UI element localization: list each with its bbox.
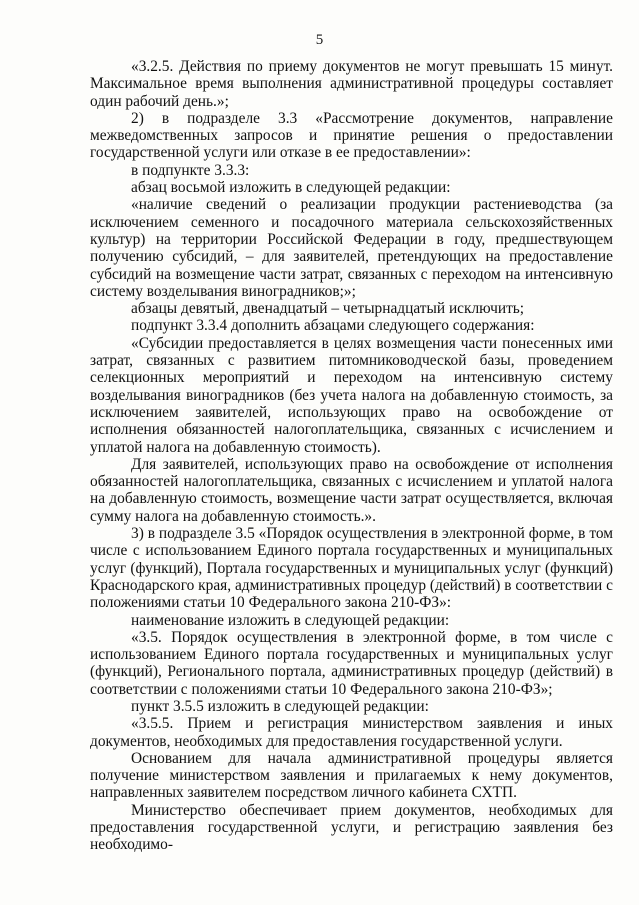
paragraph-item-3-5-5: пункт 3.5.5 изложить в следующей редакции: bbox=[131, 697, 429, 715]
paragraph-subsidies-purpose: «Субсидии предоставляется в целях возмещения части понесенных ими затрат, связанных с развитием питомниководческой базы, проведением селекционных мероприятий и переходом на интенсивную систему возделывания виноградников (без учета налога на добавленную стоимость, за исключением заявителей, использующих право на освобождение от исполнения обязанностей налогоплательщика, связанных с исчислением и уплатой налога на добавленную стоимость). bbox=[90, 334, 613, 456]
paragraph-vat-exempt: Для заявителей, использующих право на освобождение от исполнения обязанностей налогоплательщика, связанных с исчислением и уплатой налога на добавленную стоимость, возмещение части затрат осуществляется, включая сумму налога на добавленную стоимость.». bbox=[90, 455, 613, 525]
paragraph-basis: Основанием для начала административной процедуры является получение министерством заявления и прилагаемых к нему документов, направленных заявителем посредством личного кабинета СХТП. bbox=[90, 749, 613, 802]
paragraph-exclude-abzacs: абзацы девятый, двенадцатый – четырнадцатый исключить; bbox=[131, 300, 525, 318]
paragraph-subsection-3-5: 3) в подразделе 3.5 «Порядок осуществления в электронной форме, в том числе с использованием Единого портала государственных и муниципальных услуг (функций), Портала государственных и муниципальных услуг (функций) Краснодарского края, административных процедур (действий) в соответствии с положениями статьи 10 Федерального закона 210-ФЗ»: bbox=[90, 525, 613, 612]
paragraph-subsection-3-3: 2) в подразделе 3.3 «Рассмотрение документов, направление межведомственных запросов и принятие решения о предоставлении государственной услуги или отказе в ее предоставлении»: bbox=[90, 109, 613, 162]
paragraph-3-2-5: «3.2.5. Действия по приему документов не могут превышать 15 минут. Максимальное время выполнения административной процедуры составляет один рабочий день.»; bbox=[90, 58, 613, 110]
paragraph-name-edit: наименование изложить в следующей редакции: bbox=[131, 611, 450, 629]
paragraph-ministry-ensures: Министерство обеспечивает прием документов, необходимых для предоставления государственной услуги, и регистрацию заявления без необходимо- bbox=[90, 801, 613, 854]
document-body bbox=[90, 58, 613, 854]
paragraph-3-5-5-text: «3.5.5. Прием и регистрация министерством заявления и иных документов, необходимых для предоставления государственной услуги. bbox=[90, 715, 613, 750]
paragraph-sales-info: «наличие сведений о реализации продукции растениеводства (за исключением семенного и посадочного материала сельскохозяйственных культур) на территории Российской Федерации в году, предшествующем получению субсидий, – для заявителей, претендующих на предоставление субсидий на возмещение части затрат, связанных с переходом на интенсивную систему возделывания виноградников;»; bbox=[90, 196, 613, 300]
paragraph-3-5-title: «3.5. Порядок осуществления в электронной форме, в том числе с использованием Единого портала государственных и муниципальных услуг (функций), Регионального портала, административных процедур (действий) в соответствии с положениями статьи 10 Федерального закона 210-ФЗ»; bbox=[90, 628, 613, 698]
paragraph-subitem-3-3-4: подпункт 3.3.4 дополнить абзацами следующего содержания: bbox=[131, 317, 535, 335]
paragraph-subitem-3-3-3: в подпункте 3.3.3: bbox=[131, 161, 250, 179]
page-number: 5 bbox=[315, 32, 324, 48]
paragraph-eighth-abzac: абзац восьмой изложить в следующей редакции: bbox=[131, 179, 451, 197]
